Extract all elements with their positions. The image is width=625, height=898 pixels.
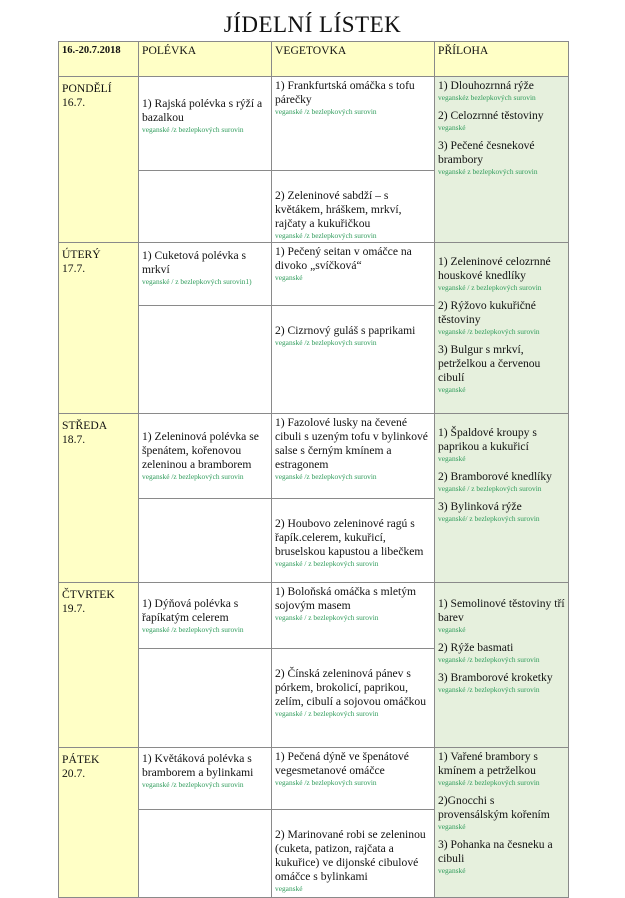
day-cell	[59, 77, 139, 243]
vegetovka-2-text: 2) Marinované robi se zeleninou (cuketa, patizon, rajčata a kukuřice) ve dijonské cibulové omáčce s bylinkami	[275, 828, 426, 883]
soup-cell-empty	[139, 499, 272, 583]
day-row	[59, 748, 569, 810]
vegetovka-2-tag: veganské / z bezlepkových surovin	[275, 559, 379, 568]
soup-cell	[139, 748, 272, 810]
soup-tag: veganské /z bezlepkových surovin	[142, 625, 244, 634]
soup-text: 1) Květáková polévka s bramborem a bylinkami	[142, 752, 254, 779]
vegetovka-1-text: 1) Pečená dýně ve špenátové vegesmetanové omáčce	[275, 750, 409, 777]
side-3-text: 3) Bylinková rýže	[438, 500, 522, 513]
vegetovka-cell-2	[272, 810, 435, 898]
day-cell	[59, 748, 139, 898]
vegetovka-cell-2	[272, 171, 435, 243]
soup-cell	[139, 77, 272, 171]
vegetovka-1-tag: veganské /z bezlepkových surovin	[275, 778, 377, 787]
side-3-tag: veganské/ z bezlepkových surovin	[438, 514, 540, 523]
vegetovka-2-tag: veganské /z bezlepkových surovin	[275, 231, 377, 240]
side-2-text: 2)Gnocchi s provensálským kořením	[438, 794, 550, 821]
side-1-text: 1) Semolinové těstoviny tří barev	[438, 597, 565, 624]
side-2-tag: veganské	[438, 822, 466, 831]
vegetovka-1-tag: veganské	[275, 273, 303, 282]
vegetovka-cell-2	[272, 649, 435, 748]
vegetovka-cell-1	[272, 748, 435, 810]
date-range: 16.-20.7.2018	[59, 42, 139, 77]
soup-cell	[139, 414, 272, 499]
side-1-tag: veganskéz bezlepkových surovin	[438, 93, 536, 102]
day-name: STŘEDA	[62, 419, 108, 432]
column-header-vegetovka: VEGETOVKA	[272, 42, 435, 77]
vegetovka-cell-1	[272, 583, 435, 649]
side-1-tag: veganské	[438, 454, 466, 463]
soup-cell-empty	[139, 649, 272, 748]
side-cell	[435, 77, 569, 243]
vegetovka-cell-2	[272, 499, 435, 583]
side-2-text: 2) Rýže basmati	[438, 641, 514, 654]
soup-cell	[139, 583, 272, 649]
day-date: 19.7.	[62, 602, 86, 615]
side-2-tag: veganské /z bezlepkových surovin	[438, 327, 540, 336]
day-row	[59, 77, 569, 171]
side-3-text: 3) Pohanka na česneku a cibuli	[438, 838, 553, 865]
side-cell	[435, 243, 569, 414]
side-3-tag: veganské /z bezlepkových surovin	[438, 685, 540, 694]
side-2-text: 2) Bramborové knedlíky	[438, 470, 552, 483]
vegetovka-cell-1	[272, 243, 435, 306]
side-2-text: 2) Celozrnné těstoviny	[438, 109, 544, 122]
vegetovka-1-tag: veganské / z bezlepkových surovin	[275, 613, 379, 622]
side-3-tag: veganské z bezlepkových surovin	[438, 167, 538, 176]
day-row	[59, 243, 569, 306]
day-row	[59, 414, 569, 499]
soup-text: 1) Dýňová polévka s řapíkatým celerem	[142, 597, 239, 624]
day-date: 18.7.	[62, 433, 86, 446]
page-title: JÍDELNÍ LÍSTEK	[223, 12, 402, 37]
side-3-tag: veganské	[438, 385, 466, 394]
menu-table	[58, 41, 569, 898]
vegetovka-1-text: 1) Boloňská omáčka s mletým sojovým masem	[275, 585, 417, 612]
soup-text: 1) Zeleninová polévka se špenátem, kořenovou zeleninou a bramborem	[142, 430, 259, 471]
vegetovka-1-text: 1) Frankfurtská omáčka s tofu párečky	[275, 79, 415, 106]
side-2-tag: veganské / z bezlepkových surovin	[438, 484, 542, 493]
soup-cell-empty	[139, 810, 272, 898]
side-1-tag: veganské /z bezlepkových surovin	[438, 778, 540, 787]
day-date: 20.7.	[62, 767, 86, 780]
soup-tag: veganské / z bezlepkových surovin1)	[142, 277, 252, 286]
side-3-tag: veganské	[438, 866, 466, 875]
vegetovka-2-tag: veganské / z bezlepkových surovin	[275, 709, 379, 718]
column-header-soup: POLÉVKA	[139, 42, 272, 77]
day-cell	[59, 583, 139, 748]
side-cell	[435, 583, 569, 748]
side-1-text: 1) Dlouhozrnná rýže	[438, 79, 534, 92]
day-name: ČTVRTEK	[62, 588, 115, 601]
vegetovka-2-text: 2) Cizrnový guláš s paprikami	[275, 324, 416, 337]
day-date: 16.7.	[62, 96, 86, 109]
side-cell	[435, 414, 569, 583]
header-row	[59, 42, 569, 77]
vegetovka-2-text: 2) Houbovo zeleninové ragú s řapík.celerem, kukuřicí, bruselskou kapustou a libečkem	[275, 517, 424, 558]
soup-cell-empty	[139, 171, 272, 243]
soup-tag: veganské /z bezlepkových surovin	[142, 125, 244, 134]
side-3-text: 3) Pečené česnekové brambory	[438, 139, 535, 166]
vegetovka-cell-2	[272, 306, 435, 414]
soup-text: 1) Rajská polévka s rýží a bazalkou	[142, 97, 263, 124]
day-cell	[59, 243, 139, 414]
side-2-tag: veganské /z bezlepkových surovin	[438, 655, 540, 664]
day-name: PONDĚLÍ	[62, 82, 112, 95]
side-1-tag: veganské	[438, 625, 466, 634]
vegetovka-2-tag: veganské /z bezlepkových surovin	[275, 338, 377, 347]
side-3-text: 3) Bramborové kroketky	[438, 671, 553, 684]
side-cell	[435, 748, 569, 898]
day-name: PÁTEK	[62, 753, 100, 766]
vegetovka-1-tag: veganské /z bezlepkových surovin	[275, 472, 377, 481]
vegetovka-cell-1	[272, 77, 435, 171]
vegetovka-2-text: 2) Zeleninové sabdží – s květákem, hráškem, mrkví, rajčaty a kukuřičkou	[275, 189, 402, 230]
day-name: ÚTERÝ	[62, 248, 101, 261]
side-2-tag: veganské	[438, 123, 466, 132]
soup-text: 1) Cuketová polévka s mrkví	[142, 249, 246, 276]
side-2-text: 2) Rýžovo kukuřičné těstoviny	[438, 299, 536, 326]
vegetovka-1-text: 1) Fazolové lusky na čevené cibuli s uzeným tofu v bylinkové salse s černým kmínem a estragonem	[275, 416, 428, 471]
day-date: 17.7.	[62, 262, 86, 275]
side-1-text: 1) Vařené brambory s kmínem a petrželkou	[438, 750, 538, 777]
vegetovka-2-tag: veganské	[275, 884, 303, 893]
vegetovka-2-text: 2) Čínská zeleninová pánev s pórkem, brokolicí, paprikou, zelím, cibulí a sojovou omáčkou	[275, 667, 427, 708]
column-header-side: PŘÍLOHA	[435, 42, 569, 77]
vegetovka-1-tag: veganské /z bezlepkových surovin	[275, 107, 377, 116]
vegetovka-1-text: 1) Pečený seitan v omáčce na divoko „svíčková“	[275, 245, 412, 272]
vegetovka-cell-1	[272, 414, 435, 499]
soup-tag: veganské /z bezlepkových surovin	[142, 472, 244, 481]
day-cell	[59, 414, 139, 583]
soup-tag: veganské /z bezlepkových surovin	[142, 780, 244, 789]
side-1-tag: veganské / z bezlepkových surovin	[438, 283, 542, 292]
soup-cell	[139, 243, 272, 306]
side-3-text: 3) Bulgur s mrkví, petrželkou a červenou cibulí	[438, 343, 541, 384]
side-1-text: 1) Špaldové kroupy s paprikou a kukuřicí	[438, 426, 537, 453]
day-row	[59, 583, 569, 649]
side-1-text: 1) Zeleninové celozrnné houskové knedlíky	[438, 255, 551, 282]
soup-cell-empty	[139, 306, 272, 414]
